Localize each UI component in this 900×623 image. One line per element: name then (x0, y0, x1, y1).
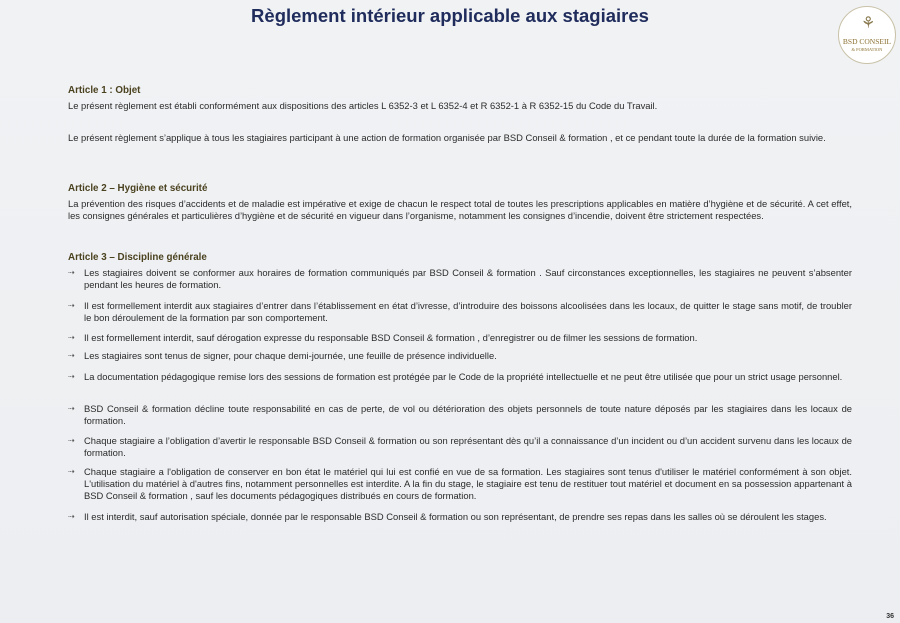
plant-logo-icon: ⚘ (861, 15, 876, 32)
arrow-right-icon: ⇢ (68, 268, 75, 277)
article3-heading: Article 3 – Discipline générale (68, 252, 207, 263)
logo-line1: BSD CONSEIL (842, 37, 892, 46)
list-item (68, 267, 852, 291)
list-item (68, 435, 852, 459)
list-item-text: Chaque stagiaire a l’obligation d’avertir le responsable BSD Conseil & formation ou son représentant dès qu’il a connaissance d’un incident ou d’un accident survenu dans les locaux de formation. (84, 435, 852, 459)
article2-heading: Article 2 – Hygiène et sécurité (68, 183, 208, 194)
arrow-right-icon: ⇢ (68, 436, 75, 445)
arrow-right-icon: ⇢ (68, 467, 75, 476)
list-item-text: Il est formellement interdit aux stagiaires d’entrer dans l’établissement en état d’ivresse, d’introduire des boissons alcoolisées dans les locaux, de quitter le stage sans motif, de troubler le bon déroulement de la formation par son comportement. (84, 300, 852, 324)
list-item (68, 300, 852, 324)
list-item-text: La documentation pédagogique remise lors des sessions de formation est protégée par le Code de la propriété intellectuelle et ne peut être utilisée que pour un strict usage personnel. (84, 371, 843, 382)
arrow-right-icon: ⇢ (68, 351, 75, 360)
list-item-text: Les stagiaires doivent se conformer aux horaires de formation communiqués par BSD Conseil & formation . Sauf circonstances exceptionnelles, les stagiaires ne peuvent s’absenter pendant les heures de formation. (84, 267, 852, 291)
logo-line2: & FORMATION (851, 47, 883, 52)
list-item-text: Les stagiaires sont tenus de signer, pour chaque demi-journée, une feuille de présence individuelle. (84, 350, 497, 361)
page-number: 36 (886, 613, 894, 620)
list-item (68, 511, 852, 523)
list-item (68, 403, 852, 427)
arrow-right-icon: ⇢ (68, 301, 75, 310)
list-item (68, 332, 852, 344)
arrow-right-icon: ⇢ (68, 333, 75, 342)
article2-paragraph1: La prévention des risques d’accidents et de maladie est impérative et exige de chacun le respect total de toutes les prescriptions applicables en matière d’hygiène et de sécurité. A cet effet, les consignes générales et particulières d’hygiène et de sécurité en vigueur dans l’organisme, notamment les consignes d’incendie, doivent être strictement respectées. (68, 198, 852, 222)
arrow-right-icon: ⇢ (68, 404, 75, 413)
list-item (68, 466, 852, 503)
company-logo (838, 6, 896, 64)
article1-heading: Article 1 : Objet (68, 85, 141, 96)
article1-paragraph2: Le présent règlement s’applique à tous les stagiaires participant à une action de formation organisée par BSD Conseil & formation , et ce pendant toute la durée de la formation suivie. (68, 132, 826, 143)
arrow-right-icon: ⇢ (68, 372, 75, 381)
list-item (68, 371, 852, 383)
list-item-text: Il est interdit, sauf autorisation spéciale, donnée par le responsable BSD Conseil & formation ou son représentant, de prendre ses repas dans les salles où se déroulent les stages. (84, 511, 827, 522)
arrow-right-icon: ⇢ (68, 512, 75, 521)
page-title: Règlement intérieur applicable aux stagiaires (251, 5, 649, 26)
list-item (68, 350, 852, 362)
list-item-text: Il est formellement interdit, sauf dérogation expresse du responsable BSD Conseil & formation , d’enregistrer ou de filmer les sessions de formation. (84, 332, 698, 343)
article1-paragraph1: Le présent règlement est établi conformément aux dispositions des articles L 6352-3 et L 6352-4 et R 6352-1 à R 6352-15 du Code du Travail. (68, 100, 658, 111)
list-item-text: Chaque stagiaire a l'obligation de conserver en bon état le matériel qui lui est confié en vue de sa formation. Les stagiaires sont tenus d'utiliser le matériel conformément à son objet. L'utilisation du matériel à d'autres fins, notamment personnelles est interdite. A la fin du stage, le stagiaire est tenu de restituer tout matériel et document en sa possession appartenant à BSD Conseil & formation , sauf les documents pédagogiques distribués en cours de formation. (84, 466, 852, 502)
list-item-text: BSD Conseil & formation décline toute responsabilité en cas de perte, de vol ou détérioration des objets personnels de toute nature déposés par les stagiaires dans les locaux de formation. (84, 403, 852, 427)
